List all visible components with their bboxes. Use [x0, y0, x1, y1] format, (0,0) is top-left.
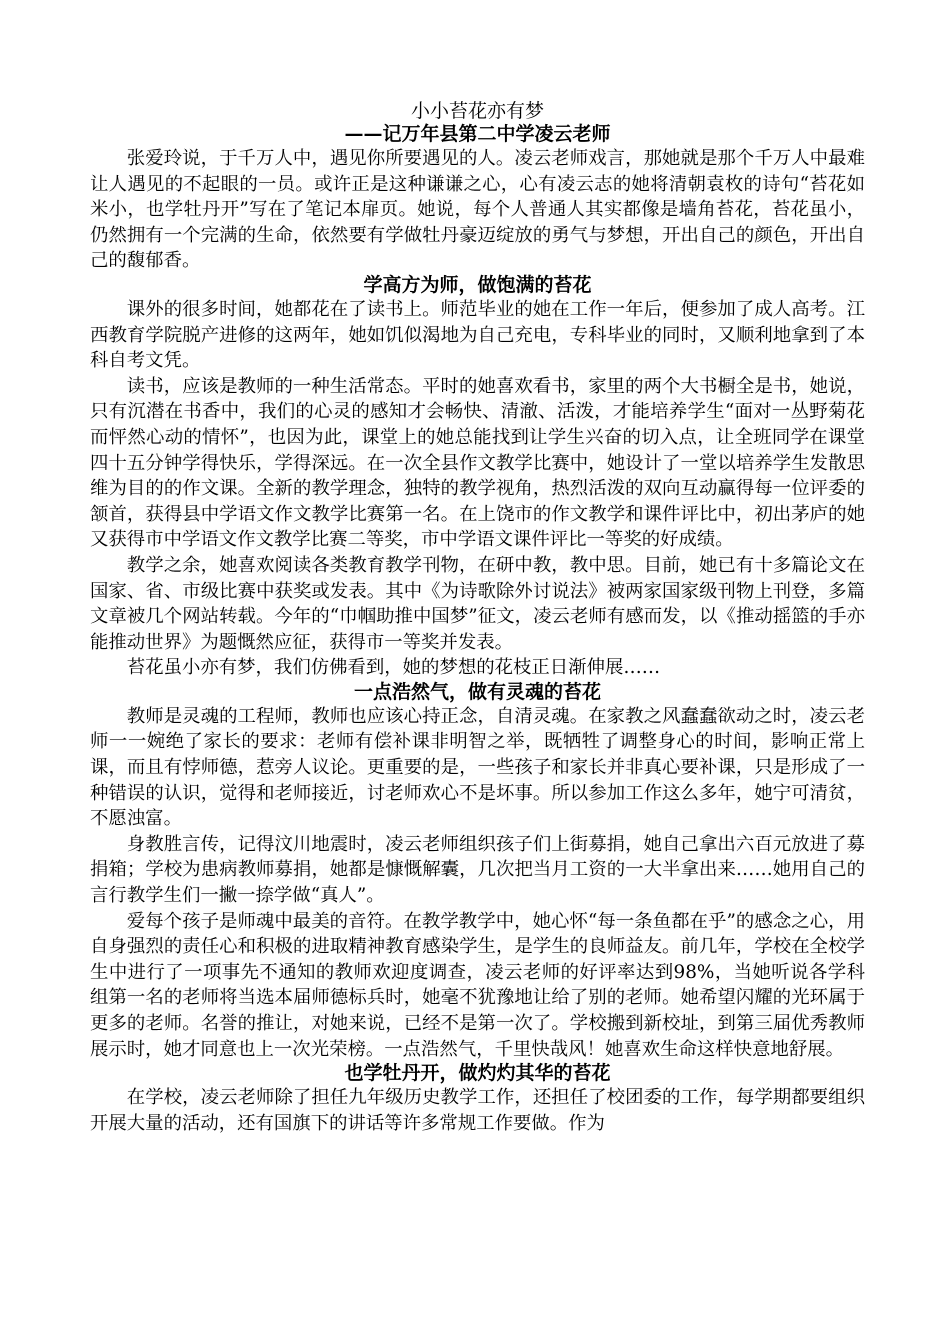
article-title: 小小苔花亦有梦 [410, 100, 544, 122]
section-2-paragraph-3: 爱每个孩子是师魂中最美的音符。在教学教学中，她心怀“每一条鱼都在乎”的感念之心，用自身强烈的责任心和积极的进取精神教育感染学生，是学生的良师益友。前几年，学校在全校学生中进行了一项事先不通知的教师欢迎度调查，凌云老师的好评率达到98%，当她听说各学科组第一名的老师将当选本届师德标兵时，她毫不犹豫地让给了别的老师。她希望闪耀的光环属于更多的老师。名誉的推让，对她来说，已经不是第一次了。学校搬到新校址，到第三届优秀教师展示时，她才同意也上一次光荣榜。一点浩然气，千里快哉风！她喜欢生命这样快意地舒展。 [90, 910, 865, 1060]
section-2-paragraph-2: 身教胜言传，记得汶川地震时，凌云老师组织孩子们上街募捐，她自己拿出六百元放进了募捐箱；学校为患病教师募捐，她都是慷慨解囊，几次把当月工资的一大半拿出来……她用自己的言行教学生们一撇一捺学做“真人”。 [90, 833, 865, 907]
section-1-paragraph-3: 教学之余，她喜欢阅读各类教育教学刊物，在研中教，教中思。目前，她已有十多篇论文在国家、省、市级比赛中获奖或发表。其中《为诗歌除外讨说法》被两家国家级刊物上刊登，多篇文章被几个网站转载。今年的“巾帼助推中国梦”征文，凌云老师有感而发，以《推动摇篮的手亦能推动世界》为题慨然应征，获得市一等奖并发表。 [90, 554, 865, 653]
section-2-paragraph-1: 教师是灵魂的工程师，教师也应该心持正念，自清灵魂。在家教之风蠢蠢欲动之时，凌云老师一一婉绝了家长的要求：老师有偿补课非明智之举，既牺牲了调整身心的时间，影响正常上课，而且有悖师德，惹旁人议论。更重要的是，一些孩子和家长并非真心要补课，只是形成了一种错误的认识，觉得和老师接近，讨老师欢心不是坏事。所以参加工作这么多年，她宁可清贫，不愿浊富。 [90, 705, 865, 830]
section-1-paragraph-1: 课外的很多时间，她都花在了读书上。师范毕业的她在工作一年后，便参加了成人高考。江西教育学院脱产进修的这两年，她如饥似渴地为自己充电，专科毕业的同时，又顺利地拿到了本科自考文凭。 [90, 298, 865, 372]
intro-paragraph: 张爱玲说，于千万人中，遇见你所要遇见的人。凌云老师戏言，那她就是那个千万人中最难让人遇见的不起眼的一员。或许正是这种谦谦之心，心有凌云志的她将清朝袁枚的诗句“苔花如米小，也学牡丹开”写在了笔记本扉页。她说，每个人普通人其实都像是墙角苔花，苔花虽小，仍然拥有一个完满的生命，依然要有学做牡丹豪迈绽放的勇气与梦想，开出自己的颜色，开出自己的馥郁香。 [90, 148, 865, 272]
article [90, 100, 865, 1136]
section-1-paragraph-4: 苔花虽小亦有梦，我们仿佛看到，她的梦想的花枝正日渐伸展…… [126, 657, 661, 679]
section-3-paragraph-1: 在学校，凌云老师除了担任九年级历史教学工作，还担任了校团委的工作，每学期都要组织开展大量的活动，还有国旗下的讲话等许多常规工作要做。作为 [90, 1087, 865, 1134]
section-1-heading: 学高方为师，做饱满的苔花 [363, 273, 592, 296]
section-1-paragraph-2: 读书，应该是教师的一种生活常态。平时的她喜欢看书，家里的两个大书橱全是书，她说，只有沉潜在书香中，我们的心灵的感知才会畅快、清澈、活泼，才能培养学生“面对一丛野菊花而怦然心动的情怀”，也因为此，课堂上的她总能找到让学生兴奋的切入点，让全班同学在课堂四十五分钟学得快乐，学得深远。在一次全县作文教学比赛中，她设计了一堂以培养学生发散思维为目的的作文课。全新的教学理念，独特的教学视角，热烈活泼的双向互动赢得每一位评委的颔首，获得县中学语文作文教学比赛第一名。在上饶市的作文教学和课件评比中，初出茅庐的她又获得市中学语文作文教学比赛二等奖，市中学语文课件评比一等奖的好成绩。 [90, 375, 865, 551]
article-subtitle: ——记万年县第二中学凌云老师 [344, 123, 611, 145]
section-2-heading: 一点浩然气，做有灵魂的苔花 [353, 680, 601, 703]
section-3-heading: 也学牡丹开，做灼灼其华的苔花 [344, 1062, 611, 1085]
